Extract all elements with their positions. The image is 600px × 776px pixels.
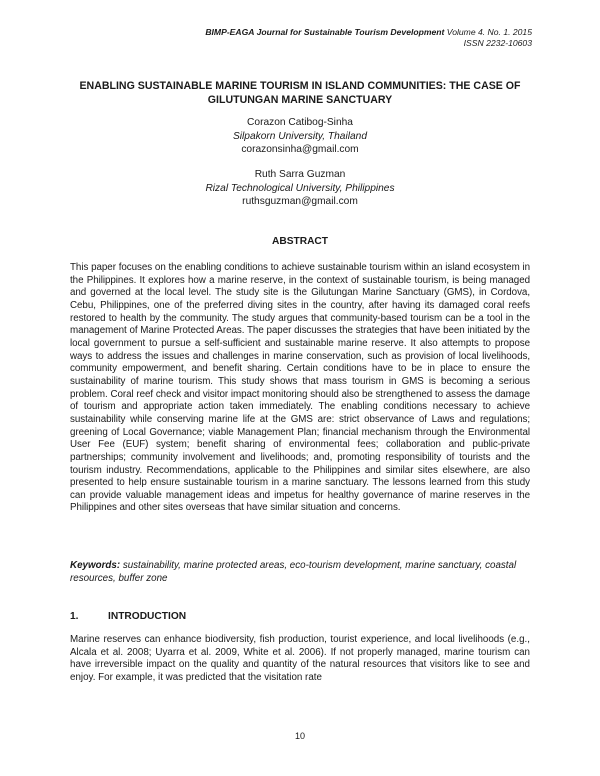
introduction-body: Marine reserves can enhance biodiversity, fish production, tourist experience, and local livelihoods (e.g., Alcala et al. 2008; Uyarra et al. 2009, White et al. 2006). If not properly managed, marine tourism can have irreversible impact on the quality and quantity of the natural resources that visitors like to see and enjoy. For example, it was predicted that the visitation rate — [70, 634, 530, 683]
author-block — [100, 116, 500, 157]
section-heading-introduction — [70, 611, 186, 622]
abstract-heading: ABSTRACT — [271, 236, 329, 247]
keywords — [70, 560, 530, 585]
keywords-label: Keywords: — [70, 560, 121, 571]
paper-title: ENABLING SUSTAINABLE MARINE TOURISM IN ISLAND COMMUNITIES: THE CASE OF GILUTUNGAN MARINE SANCTUARY — [79, 80, 521, 106]
author-name: Ruth Sarra Guzman — [254, 169, 346, 180]
author-block — [100, 168, 500, 209]
journal-header — [205, 27, 532, 49]
author-affiliation: Rizal Technological University, Philippines — [205, 182, 395, 194]
author-email: ruthsguzman@gmail.com — [242, 196, 358, 207]
author-email: corazonsinha@gmail.com — [241, 144, 359, 155]
journal-name: BIMP-EAGA Journal for Sustainable Tourism Development — [205, 27, 445, 37]
journal-citation-line — [205, 27, 532, 38]
abstract-body: This paper focuses on the enabling conditions to achieve sustainable tourism within an island ecosystem in the Philippines. It explores how a marine reserve, in the context of sustainable tourism, is being managed and governed at the local level. The study site is the Gilutungan Marine Sanctuary (GMS), in Cordova, Cebu, Philippines, one of the preferred diving sites in the country, after having its damaged coral reefs restored to health by the community. The study argues that community-based tourism can be a tool in the management of Marine Protected Areas. The paper discusses the strategies that have been initiated by the local government to pursue a self-sufficient and sustainable marine reserve. It also attempts to propose ways to address the issues and challenges in marine conservation, such as provision of local livelihoods, community empowerment, and benefit sharing. Certain conditions have to be in place to ensure the sustainability of marine tourism. This study shows that mass tourism in GMS is becoming a serious problem. Coral reef check and visitor impact monitoring should also be strengthened to assess the damage of tourism and appropriate action taken immediately. The enabling conditions necessary to achieve sustainability while conserving marine life at the GMS are: strict observance of Laws and regulations; greening of Local Governance; viable Management Plan; financial mechanism through the Environmental User Fee (EUF) system; benefit sharing of environmental fees; collaboration and public-private partnerships; community involvement and livelihoods; and, promoting responsibility of tourists and the tourism industry. Recommendations, applicable to the Philippines and similar sites elsewhere, are also presented to help ensure sustainable tourism in a marine sanctuary. The lessons learned from this study can provide valuable management ideas and impetus for healthy governance of marine reserves in the Philippines and other sites overseas that have similar situation and concerns. — [70, 262, 530, 514]
section-number: 1. — [70, 611, 79, 622]
author-affiliation: Silpakorn University, Thailand — [232, 130, 367, 142]
author-name: Corazon Catibog-Sinha — [247, 117, 353, 128]
issn: ISSN 2232-10603 — [463, 38, 532, 48]
page-number: 10 — [294, 731, 305, 741]
keywords-text: sustainability, marine protected areas, eco-tourism development, marine sanctuary, coastal resources, buffer zone — [70, 560, 517, 584]
section-title: INTRODUCTION — [108, 611, 187, 622]
volume-info: Volume 4. No. 1. 2015 — [444, 27, 532, 37]
